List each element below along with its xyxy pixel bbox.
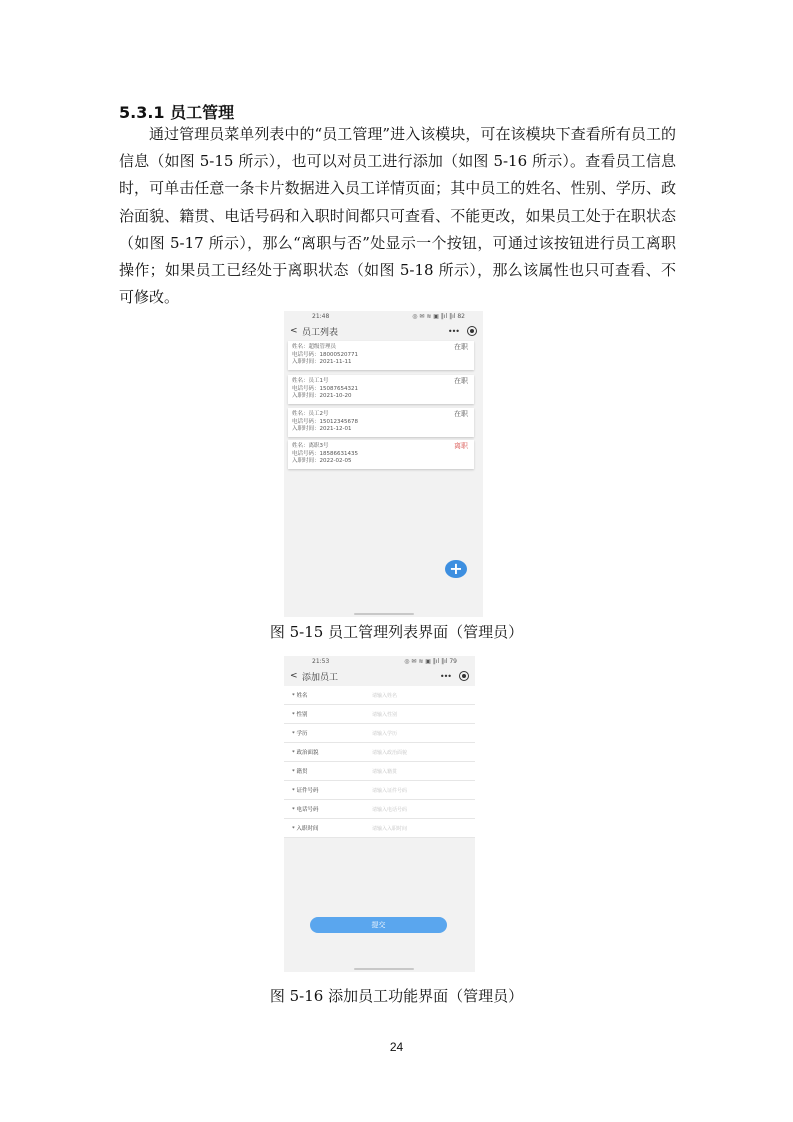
capsule-close-icon[interactable] (459, 671, 469, 681)
nav-bar (284, 323, 483, 339)
employee-name: 姓名：超级管理员 (292, 344, 337, 350)
section-heading: 5.3.1 员工管理 (119, 103, 235, 122)
form-row-name[interactable] (284, 686, 475, 705)
back-icon[interactable]: < (290, 326, 298, 336)
form-row-hometown[interactable] (284, 762, 475, 781)
field-label: * 学历 (292, 731, 308, 737)
add-employee-screenshot (284, 656, 475, 972)
employee-name: 姓名：员工1号 (292, 378, 329, 384)
field-label: * 籍贯 (292, 769, 308, 775)
field-label: * 政治面貌 (292, 750, 319, 756)
home-indicator (354, 968, 414, 970)
status-bar (284, 656, 475, 668)
employee-card[interactable] (288, 440, 474, 469)
status-icons: ◎ ✉ ≋ ▣ ‖ıl ‖ıl 79 (404, 658, 457, 665)
gender-input[interactable]: 请输入性别 (372, 711, 398, 718)
nav-bar (284, 668, 475, 684)
employee-card[interactable] (288, 341, 474, 370)
employee-list-screenshot (284, 311, 483, 617)
employee-phone: 电话号码：15087654321 (292, 385, 358, 392)
employee-date: 入职时间：2021-11-11 (292, 359, 352, 365)
figure-caption: 图 5-16 添加员工功能界面（管理员） (269, 987, 524, 1005)
employee-status: 在职 (454, 377, 468, 385)
employee-phone: 电话号码：18000520771 (292, 351, 358, 358)
status-time: 21:48 (312, 313, 330, 320)
submit-button[interactable]: 提交 (310, 917, 447, 933)
employee-status: 离职 (454, 442, 468, 450)
employee-phone: 电话号码：15012345678 (292, 418, 358, 425)
back-icon[interactable]: < (290, 671, 298, 681)
employee-status: 在职 (454, 410, 468, 418)
form-row-phone[interactable] (284, 800, 475, 819)
status-bar (284, 311, 483, 323)
field-label: * 姓名 (292, 693, 308, 699)
form-row-political[interactable] (284, 743, 475, 762)
figure-caption: 图 5-15 员工管理列表界面（管理员） (269, 623, 524, 641)
form-row-id[interactable] (284, 781, 475, 800)
field-label: * 证件号码 (292, 788, 319, 794)
political-input[interactable]: 请输入政治面貌 (372, 749, 408, 756)
employee-card[interactable] (288, 375, 474, 404)
employee-name: 姓名：离职3号 (292, 443, 329, 449)
home-indicator (354, 613, 414, 615)
nav-title: 员工列表 (302, 327, 339, 338)
capsule-close-icon[interactable] (467, 326, 477, 336)
employee-card[interactable] (288, 408, 474, 437)
education-input[interactable]: 请输入学历 (372, 730, 398, 737)
page-number: 24 (389, 1040, 404, 1054)
id-input[interactable]: 请输入证件号码 (372, 787, 408, 794)
hometown-input[interactable]: 请输入籍贯 (372, 768, 398, 775)
form-row-date[interactable] (284, 819, 475, 838)
field-label: * 入职时间 (292, 826, 319, 832)
body-paragraph: 通过管理员菜单列表中的“员工管理”进入该模块，可在该模块下查看所有员工的信息（如图 5-15 所示），也可以对员工进行添加（如图 5-16 所示）。查看员工信息时，可单击任意一条卡片数据进入员工详情页面；其中员工的姓名、性别、学历、政治面貌、籍贯、电话号码和入职时间都只可查看、不能更改，如果员工处于在职状态（如图 5-17 所示），那么“离职与否”处显示一个按钮，可通过该按钮进行员工离职操作；如果员工已经处于离职状态（如图 5-18 所示），那么该属性也只可查看、不可修改。 (119, 125, 676, 307)
employee-date: 入职时间：2022-02-05 (292, 458, 352, 464)
employee-phone: 电话号码：18586631435 (292, 450, 358, 457)
employee-date: 入职时间：2021-10-20 (292, 393, 352, 399)
employee-form (284, 686, 475, 838)
phone-input[interactable]: 请输入电话号码 (372, 806, 408, 813)
employee-status: 在职 (454, 343, 468, 351)
add-employee-button[interactable]: + (445, 560, 467, 578)
name-input[interactable]: 请输入姓名 (372, 692, 398, 699)
form-row-gender[interactable] (284, 705, 475, 724)
field-label: * 性别 (292, 712, 308, 718)
status-icons: ◎ ✉ ≋ ▣ ‖ıl ‖ıl 82 (412, 313, 465, 320)
date-input[interactable]: 请输入入职时间 (372, 825, 408, 832)
employee-date: 入职时间：2021-12-01 (292, 426, 352, 432)
form-row-education[interactable] (284, 724, 475, 743)
field-label: * 电话号码 (292, 807, 319, 813)
status-time: 21:53 (312, 658, 330, 665)
more-menu-icon[interactable]: ••• (447, 326, 459, 336)
more-menu-icon[interactable]: ••• (439, 671, 451, 681)
employee-name: 姓名：员工2号 (292, 411, 329, 417)
nav-title: 添加员工 (302, 672, 339, 683)
